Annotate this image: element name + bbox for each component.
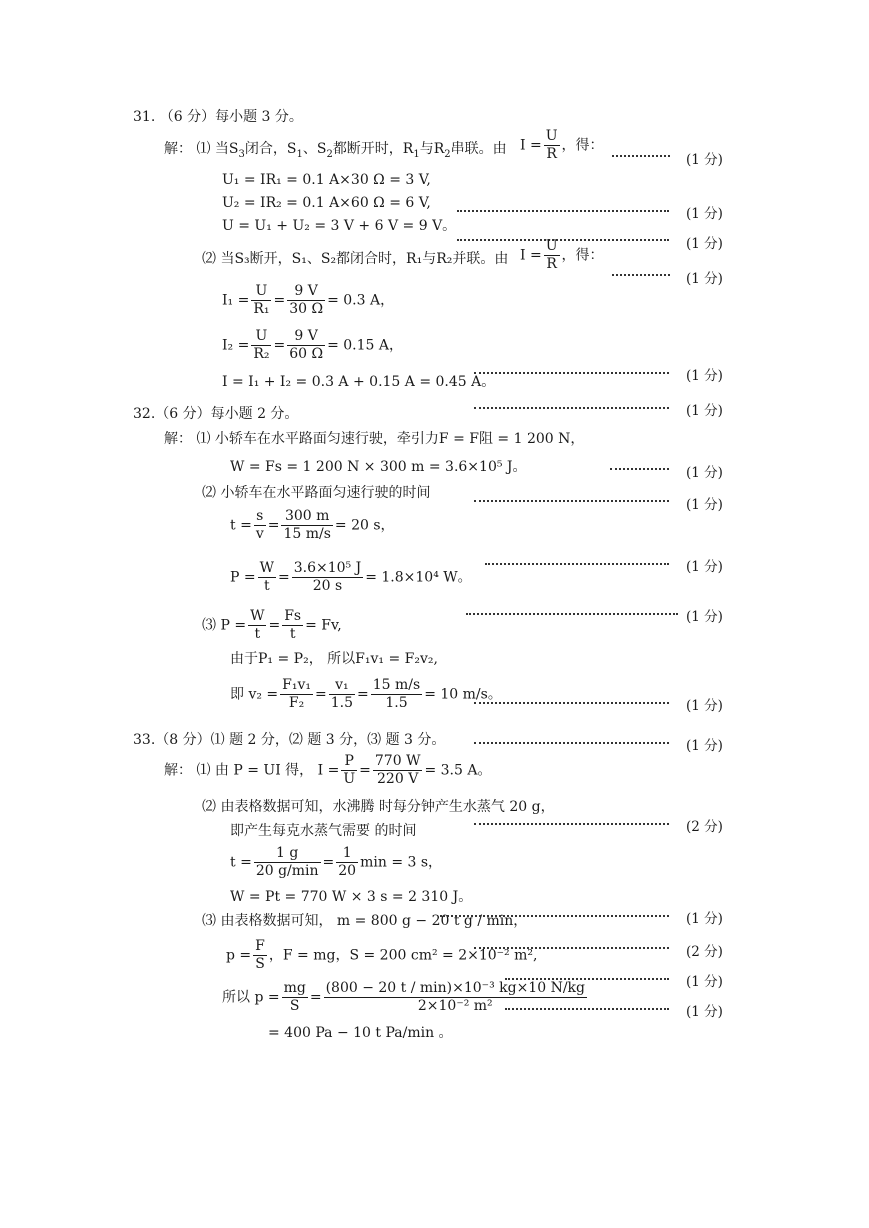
eq-power-equal: 由于P₁ = P₂， 所以F₁v₁ = F₂v₂, — [230, 651, 438, 667]
score-mark: (1 分) — [686, 974, 723, 990]
score-leader — [474, 945, 669, 949]
eq-pressure-result: = 400 Pa − 10 t Pa/min 。 — [268, 1025, 453, 1041]
eq-u2: U₂ = IR₂ = 0.1 A×60 Ω = 6 V, — [222, 195, 431, 211]
q32-part2-intro: ⑵ 小轿车在水平路面匀速行驶的时间 — [202, 485, 431, 501]
score-mark: (1 分) — [686, 609, 723, 625]
score-leader — [466, 611, 678, 615]
q31-header: 31. （6 分）每小题 3 分。 — [133, 109, 303, 125]
score-leader — [474, 405, 669, 409]
q33-part2-line2: 即产生每克水蒸气需要 的时间 — [230, 823, 417, 839]
eq-pressure: 所以 p = $\frac{mg}{S}$ = $\frac{\text{(800 − 20 t / min)×10⁻³ kg×10 N/kg}}{\text{2×10⁻² m²}}$ — [222, 980, 585, 1014]
score-mark: (2 分) — [686, 819, 723, 835]
score-leader — [505, 1006, 669, 1010]
score-leader — [474, 370, 669, 374]
q32-part1-intro: 解： ⑴ 小轿车在水平路面匀速行驶，牵引力F = F阻 = 1 200 N， — [164, 431, 585, 447]
eq-i2: I₂ = $\frac{U}{\text{R₂}}$ = $\frac{9 V}{60 \Omega}$ = 0.15 A， — [222, 328, 404, 362]
score-leader — [610, 466, 669, 470]
score-mark: (1 分) — [686, 559, 723, 575]
score-mark: (1 分) — [686, 698, 723, 714]
score-mark: (1 分) — [686, 1004, 723, 1020]
score-mark: (1 分) — [686, 236, 723, 252]
score-mark: (1 分) — [686, 271, 723, 287]
eq-power-fv: ⑶ P = $\frac{W}{t}$ = $\frac{Fs}{t}$ = Fv, — [202, 608, 342, 642]
eq-steam-time: t = $\frac{1 g}{20 g/\min}$ = $\frac{1}{20}$ min = 3 s， — [230, 845, 443, 879]
score-mark: (1 分) — [686, 403, 723, 419]
score-leader — [457, 208, 669, 212]
score-leader — [474, 700, 669, 704]
eq-u-total: U = U₁ + U₂ = 3 V + 6 V = 9 V。 — [222, 218, 457, 234]
q33-part2-intro: ⑵ 由表格数据可知，水沸腾 时每分钟产生水蒸气 20 g， — [202, 799, 555, 815]
q33-header: 33.（8 分）⑴ 题 2 分，⑵ 题 3 分，⑶ 题 3 分。 — [133, 732, 446, 748]
eq-i1: I₁ = $\frac{U}{\text{R₁}}$ = $\frac{9 V}{30 \Omega}$ = 0.3 A， — [222, 283, 395, 317]
eq-time: t = $\frac{s}{v}$ = $\frac{300 m}{15 m/s}$ = 20 s， — [230, 508, 395, 542]
eq-current: 解： ⑴ 由 P = UI 得， I = $\frac{P}{U}$ = $\frac{770 W}{220 V}$ = 3.5 A。 — [164, 753, 492, 787]
score-leader — [474, 498, 669, 502]
eq-u1: U₁ = IR₁ = 0.1 A×30 Ω = 3 V, — [222, 172, 431, 188]
score-leader — [474, 821, 669, 825]
score-mark: (2 分) — [686, 944, 723, 960]
score-leader — [485, 561, 669, 565]
score-mark: (1 分) — [686, 738, 723, 754]
eq-speed: 即 v₂ = $\frac{\text{F₁v₁}}{\text{F₂}}$ = $\frac{\text{v₁}}{1.5}$ = $\frac{15 m/s}{1.5}$ = 10 m/s。 — [230, 677, 502, 711]
q31-part2-intro: ⑵ 当S₃断开，S₁、S₂都闭合时，R₁与R₂并联。由 — [202, 251, 509, 267]
eq-work: W = Fs = 1 200 N × 300 m = 3.6×10⁵ J。 — [230, 459, 527, 475]
eq-energy: W = Pt = 770 W × 3 s = 2 310 J。 — [230, 889, 473, 905]
eq-pressure-def: p = $\frac{F}{S}$ ，F = mg，S = 200 cm² = 2×10⁻² m², — [226, 938, 538, 972]
score-leader — [440, 913, 669, 917]
score-leader — [474, 740, 669, 744]
score-mark: (1 分) — [686, 368, 723, 384]
score-mark: (1 分) — [686, 497, 723, 513]
score-mark: (1 分) — [686, 152, 723, 168]
q31-part1-intro: 解： ⑴ 当$S_3$闭合，$S_1$、$S_2$都断开时，$R_1$与$R_2$串联。由 — [164, 141, 507, 160]
eq-i-total: I = I₁ + I₂ = 0.3 A + 0.15 A = 0.45 A。 — [222, 374, 496, 390]
score-leader — [612, 153, 670, 157]
score-leader — [612, 272, 670, 276]
ohm-law-formula: I = $\frac{U}{R}$ ，得： — [520, 128, 604, 162]
score-mark: (1 分) — [686, 465, 723, 481]
score-mark: (1 分) — [686, 206, 723, 222]
ohm-law-formula: I = $\frac{U}{R}$ ，得： — [520, 238, 604, 272]
q32-header: 32.（6 分）每小题 2 分。 — [133, 406, 299, 422]
eq-power: P = $\frac{W}{t}$ = $\frac{\text{3.6×10⁵ J}}{20 s}$ = 1.8×10⁴ W。 — [230, 560, 472, 594]
q33-part3-intro: ⑶ 由表格数据可知， m = 800 g − 20 t g / min， — [202, 913, 528, 929]
score-mark: (1 分) — [686, 911, 723, 927]
